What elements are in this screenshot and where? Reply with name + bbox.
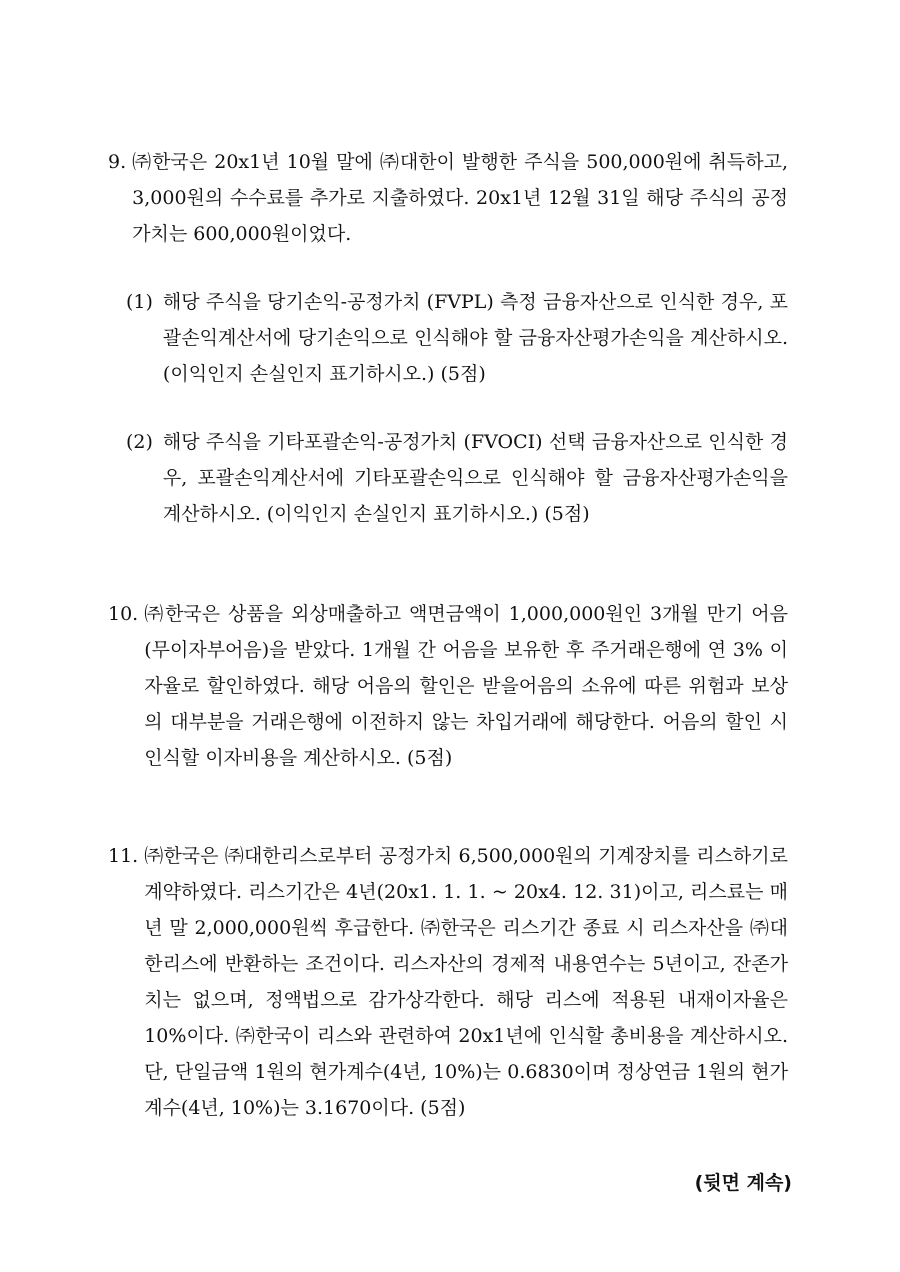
question-number: 9. <box>108 151 127 173</box>
question-number: 10. <box>108 603 139 625</box>
sub-question-number: (1) <box>126 291 153 313</box>
question-9 <box>108 144 788 252</box>
question-9-part-2 <box>126 424 788 532</box>
question-text: ㈜한국은 ㈜대한리스로부터 공정가치 6,500,000원의 기계장치를 리스하기로 계약하였다. 리스기간은 4년(20x1. 1. 1. ~ 20x4. 12. 31)이고, 리스료는 매년 말 2,000,000원씩 후급한다. ㈜한국은 리스기간 종료 시 리스자산을 ㈜대한리스에 반환하는 조건이다. 리스자산의 경제적 내용연수는 5년이고, 잔존가치는 없으며, 정액법으로 감가상각한다. 해당 리스에 적용된 내재이자율은 10%이다. ㈜한국이 리스와 관련하여 20x1년에 인식할 총비용을 계산하시오. 단, 단일금액 1원의 현가계수(4년, 10%)는 0.6830이며 정상연금 1원의 현가계수(4년, 10%)는 3.1670이다. (5점) <box>144 845 788 1119</box>
question-text: ㈜한국은 20x1년 10월 말에 ㈜대한이 발행한 주식을 500,000원에 취득하고, 3,000원의 수수료를 추가로 지출하였다. 20x1년 12월 31일 해당 주식의 공정가치는 600,000원이었다. <box>132 151 788 245</box>
question-number: 11. <box>108 845 139 867</box>
question-10 <box>108 596 788 776</box>
question-text: ㈜한국은 상품을 외상매출하고 액면금액이 1,000,000원인 3개월 만기 어음(무이자부어음)을 받았다. 1개월 간 어음을 보유한 후 주거래은행에 연 3% 이자율로 할인하였다. 해당 어음의 할인은 받을어음의 소유에 따른 위험과 보상의 대부분을 거래은행에 이전하지 않는 차입거래에 해당한다. 어음의 할인 시 인식할 이자비용을 계산하시오. (5점) <box>144 603 788 769</box>
continued-on-back-label: (뒷면 계속) <box>694 1172 792 1194</box>
question-9-part-1 <box>126 284 788 392</box>
sub-question-text: 해당 주식을 기타포괄손익-공정가치 (FVOCI) 선택 금융자산으로 인식한 경우, 포괄손익계산서에 기타포괄손익으로 인식해야 할 금융자산평가손익을 계산하시오. (이익인지 손실인지 표기하시오.) (5점) <box>162 431 788 525</box>
sub-question-number: (2) <box>126 431 153 453</box>
sub-question-text: 해당 주식을 당기손익-공정가치 (FVPL) 측정 금융자산으로 인식한 경우, 포괄손익계산서에 당기손익으로 인식해야 할 금융자산평가손익을 계산하시오. (이익인지 손실인지 표기하시오.) (5점) <box>162 291 788 385</box>
question-11 <box>108 838 788 1126</box>
